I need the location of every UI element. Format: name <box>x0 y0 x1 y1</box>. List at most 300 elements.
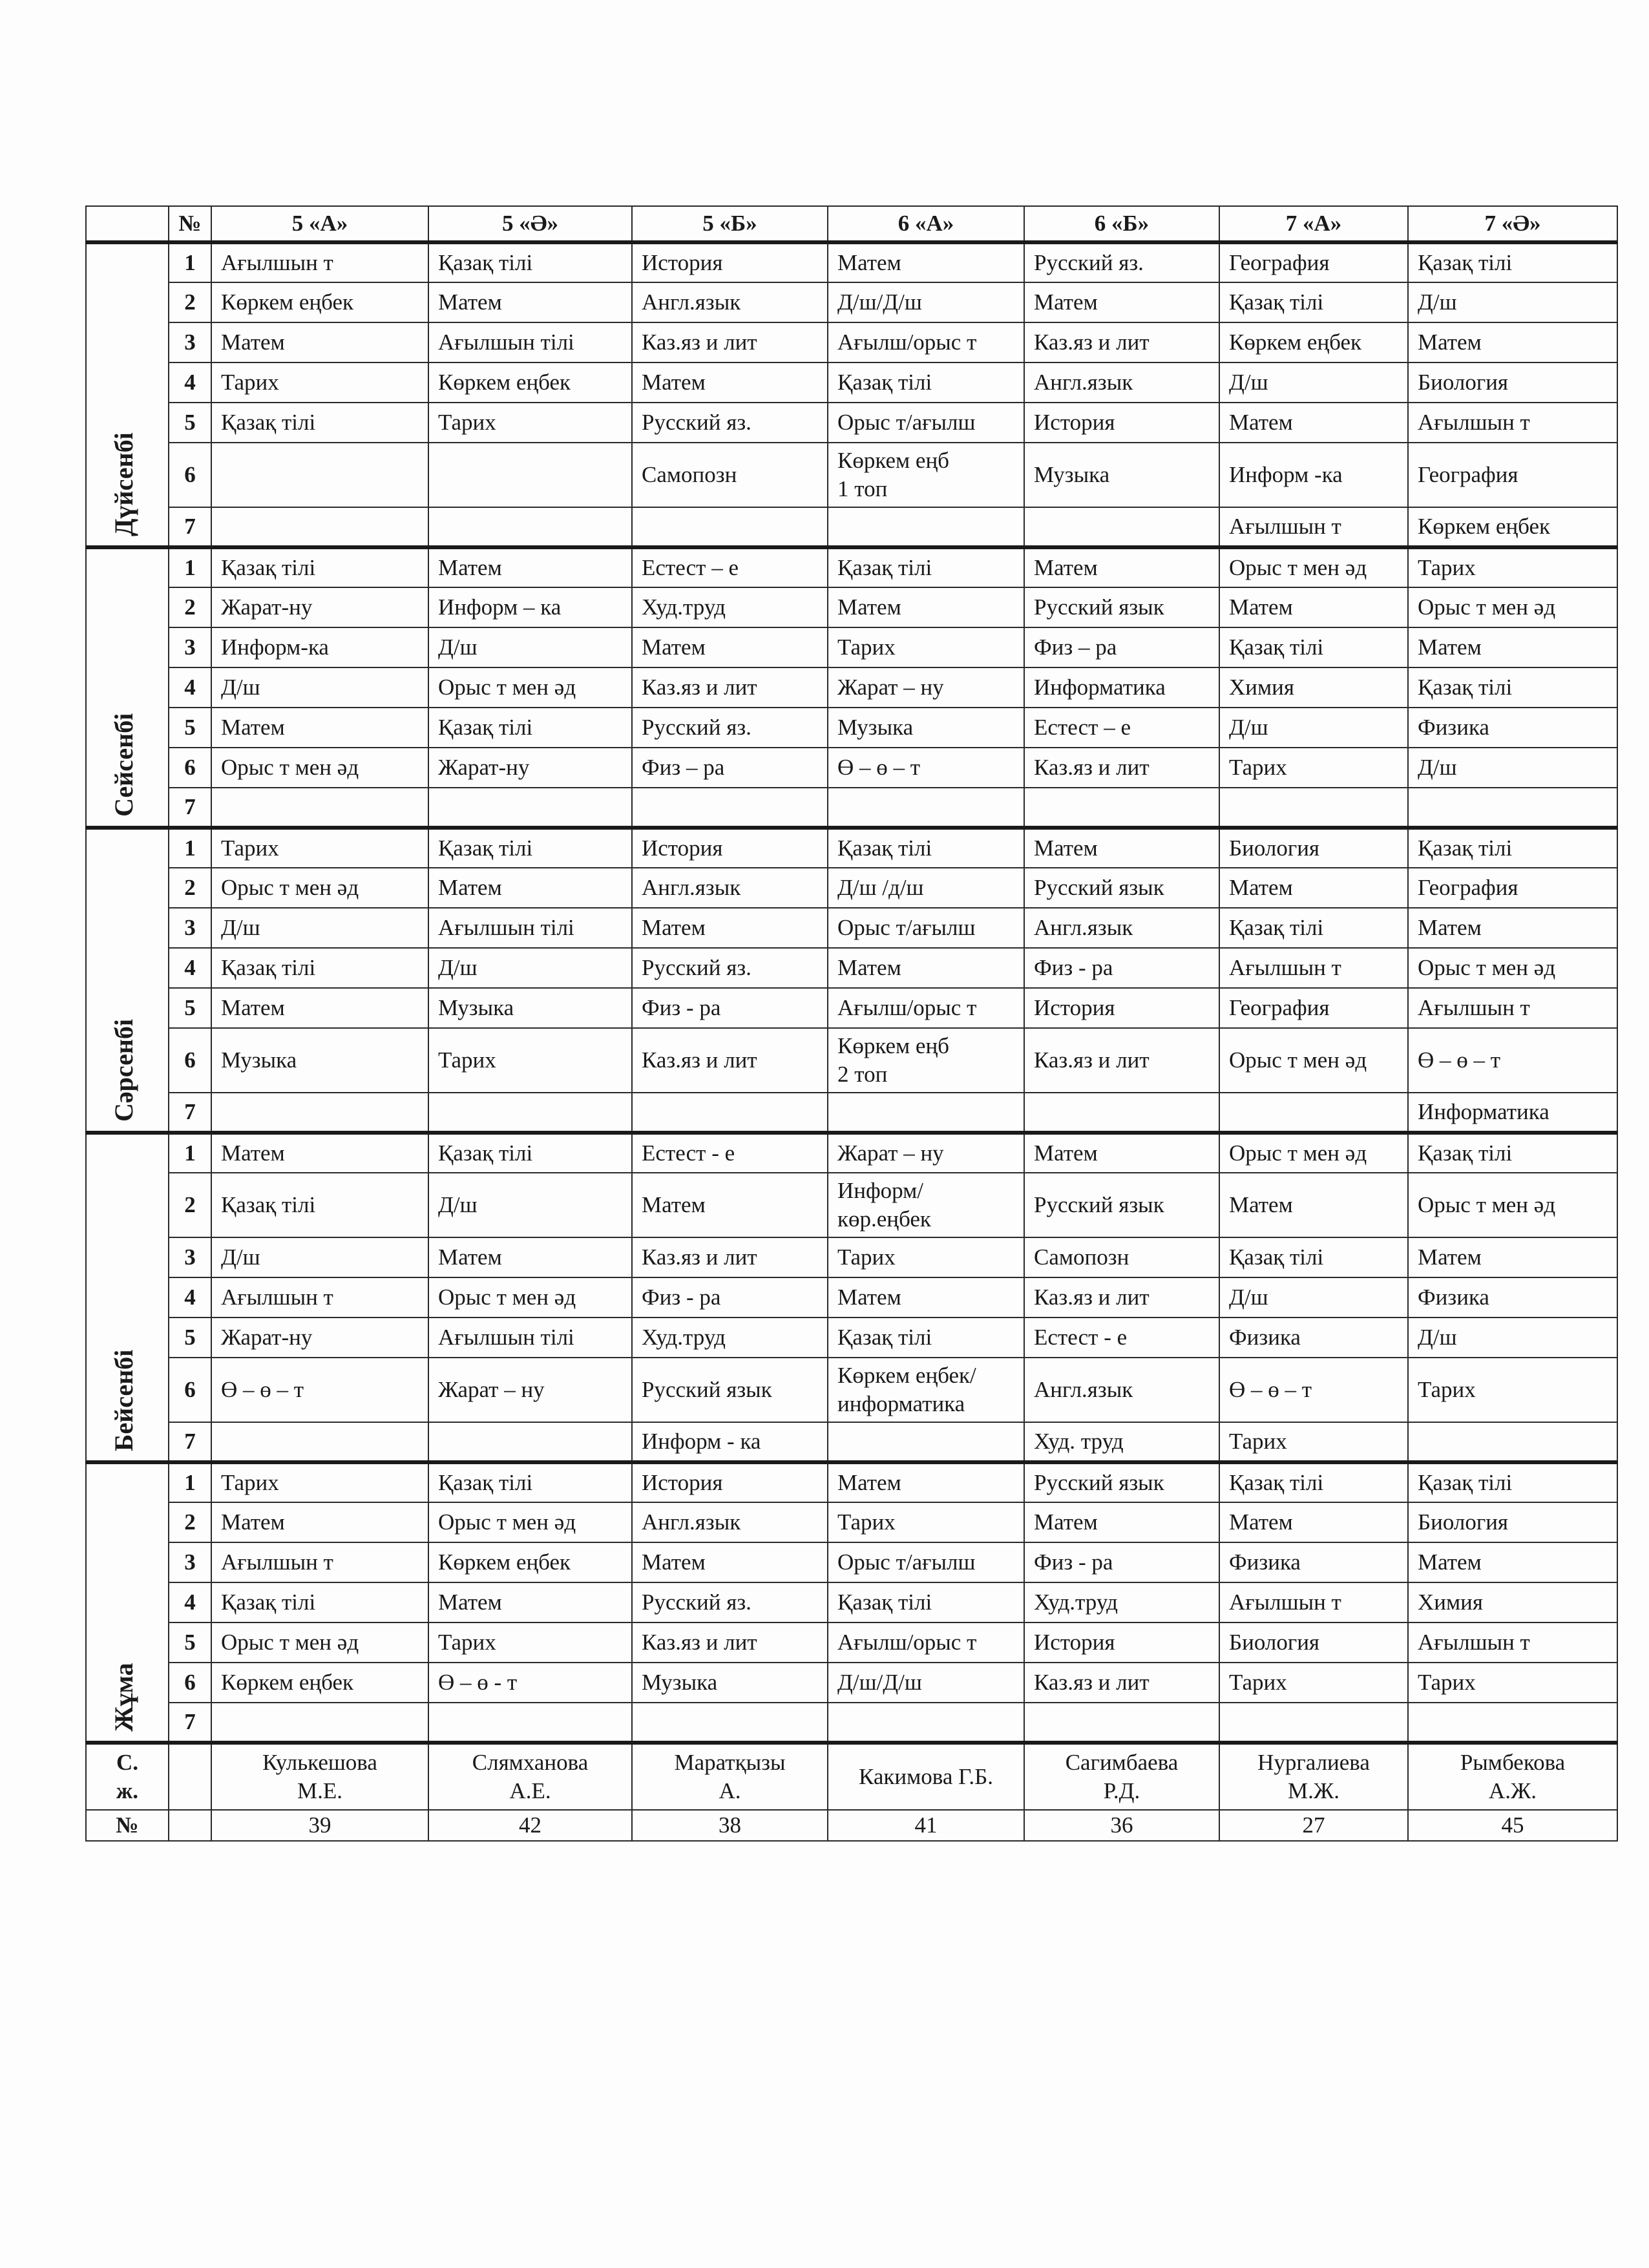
subject-cell: Орыс т мен әд <box>428 1502 632 1542</box>
subject-cell: Тарих <box>211 362 428 403</box>
subject-cell: Орыс т мен әд <box>1219 1133 1408 1173</box>
lesson-row <box>86 322 1617 362</box>
lesson-row <box>86 1173 1617 1237</box>
subject-cell: Матем <box>632 1542 828 1582</box>
subject-cell <box>211 507 428 547</box>
subject-cell: Матем <box>828 1462 1024 1502</box>
subject-cell: Көркем еңбек <box>1408 507 1617 547</box>
subject-cell <box>428 507 632 547</box>
student-count: 42 <box>428 1810 632 1841</box>
subject-cell: Ағылш/орыс т <box>828 1622 1024 1663</box>
subject-cell: Орыс т мен әд <box>428 667 632 708</box>
subject-cell: Каз.яз и лит <box>632 1028 828 1093</box>
lesson-row <box>86 1133 1617 1173</box>
subject-cell: Тарих <box>828 627 1024 667</box>
subject-cell: Ағылшын т <box>1219 1582 1408 1622</box>
subject-cell: Ағылшын т <box>1408 988 1617 1028</box>
lesson-row <box>86 443 1617 507</box>
subject-cell: Қазақ тілі <box>828 547 1024 587</box>
subject-cell: Қазақ тілі <box>211 1582 428 1622</box>
subject-cell: Естест – е <box>632 547 828 587</box>
subject-cell: Қазақ тілі <box>828 1582 1024 1622</box>
subject-cell <box>1219 1093 1408 1133</box>
subject-cell: Музыка <box>428 988 632 1028</box>
subject-cell <box>1024 1093 1219 1133</box>
subject-cell: Матем <box>1024 828 1219 868</box>
subject-cell: Жарат-ну <box>211 1318 428 1358</box>
subject-cell: Русский яз. <box>632 1582 828 1622</box>
subject-cell: Русский язык <box>1024 587 1219 627</box>
subject-cell: Русский яз. <box>632 708 828 748</box>
subject-cell: Д/ш <box>211 667 428 708</box>
counts-row <box>86 1810 1617 1841</box>
lesson-row <box>86 1093 1617 1133</box>
subject-cell: Каз.яз и лит <box>1024 748 1219 788</box>
subject-cell: Д/ш <box>1408 748 1617 788</box>
subject-cell: Қазақ тілі <box>428 1462 632 1502</box>
subject-cell: Матем <box>632 1173 828 1237</box>
subject-cell <box>428 1422 632 1462</box>
lesson-number: 1 <box>169 547 211 587</box>
lesson-row <box>86 1277 1617 1318</box>
subject-cell: Матем <box>632 627 828 667</box>
subject-cell: Матем <box>1024 1133 1219 1173</box>
day-name-cell <box>86 828 169 1133</box>
subject-cell: Ө – ө - т <box>428 1663 632 1703</box>
subject-cell: Матем <box>1219 587 1408 627</box>
subject-cell: Тарих <box>428 403 632 443</box>
subject-cell: Қазақ тілі <box>828 362 1024 403</box>
lesson-row <box>86 948 1617 988</box>
subject-cell: Русский яз. <box>632 948 828 988</box>
subject-cell: Русский язык <box>1024 868 1219 908</box>
lesson-number: 2 <box>169 282 211 322</box>
subject-cell: Биология <box>1408 1502 1617 1542</box>
day-name: Сәрсенбі <box>109 1018 138 1122</box>
subject-cell: Информ -ка <box>1219 443 1408 507</box>
subject-cell: Каз.яз и лит <box>632 1237 828 1277</box>
subject-cell: Тарих <box>428 1622 632 1663</box>
lesson-number: 1 <box>169 242 211 282</box>
subject-cell: Матем <box>1219 868 1408 908</box>
subject-cell: Жарат-ну <box>211 587 428 627</box>
subject-cell: Русский яз. <box>1024 242 1219 282</box>
subject-cell: Русский язык <box>632 1358 828 1422</box>
count-blank-cell <box>169 1810 211 1841</box>
subject-cell: Физ - ра <box>632 1277 828 1318</box>
subject-cell: Қазақ тілі <box>1408 667 1617 708</box>
subject-cell: Биология <box>1219 1622 1408 1663</box>
subject-cell: Жарат-ну <box>428 748 632 788</box>
subject-cell: Химия <box>1219 667 1408 708</box>
subject-cell: Көркем еңбек/ информатика <box>828 1358 1024 1422</box>
lesson-number: 3 <box>169 1237 211 1277</box>
lesson-number: 1 <box>169 1462 211 1502</box>
subject-cell: Д/ш <box>1219 708 1408 748</box>
subject-cell: История <box>1024 1622 1219 1663</box>
subject-cell: Каз.яз и лит <box>632 322 828 362</box>
subject-cell <box>428 1703 632 1743</box>
subject-cell: Ө – ө – т <box>1219 1358 1408 1422</box>
day-name-cell <box>86 1462 169 1743</box>
subject-cell <box>211 443 428 507</box>
subject-cell: Тарих <box>1408 1358 1617 1422</box>
lesson-row <box>86 242 1617 282</box>
teacher-name: Нургалиева М.Ж. <box>1219 1743 1408 1810</box>
lesson-row <box>86 1502 1617 1542</box>
subject-cell: Каз.яз и лит <box>1024 1277 1219 1318</box>
lesson-row <box>86 868 1617 908</box>
subject-cell <box>1219 788 1408 828</box>
header-row <box>86 206 1617 242</box>
subject-cell: Қазақ тілі <box>1219 627 1408 667</box>
subject-cell: Каз.яз и лит <box>632 667 828 708</box>
lesson-row <box>86 748 1617 788</box>
subject-cell: Д/ш <box>1219 1277 1408 1318</box>
subject-cell: Қазақ тілі <box>211 1173 428 1237</box>
subject-cell: Орыс т мен әд <box>211 748 428 788</box>
subject-cell: Информ/ көр.еңбек <box>828 1173 1024 1237</box>
subject-cell: Матем <box>1024 282 1219 322</box>
lesson-number: 6 <box>169 1358 211 1422</box>
lesson-row <box>86 282 1617 322</box>
teacher-name: Маратқызы А. <box>632 1743 828 1810</box>
subject-cell: Ө – ө – т <box>828 748 1024 788</box>
subject-cell: Орыс т/ағылш <box>828 1542 1024 1582</box>
lesson-number: 2 <box>169 1502 211 1542</box>
timetable-footer <box>86 1743 1617 1841</box>
subject-cell: Орыс т мен әд <box>211 868 428 908</box>
subject-cell: Ағылшын т <box>1219 948 1408 988</box>
subject-cell: Каз.яз и лит <box>1024 1663 1219 1703</box>
subject-cell: Каз.яз и лит <box>632 1622 828 1663</box>
subject-cell: Тарих <box>1219 1422 1408 1462</box>
subject-cell: Көркем еңбек <box>428 362 632 403</box>
lesson-number: 6 <box>169 748 211 788</box>
lesson-number: 7 <box>169 507 211 547</box>
subject-cell: История <box>1024 403 1219 443</box>
lesson-number: 3 <box>169 1542 211 1582</box>
subject-cell: Қазақ тілі <box>428 1133 632 1173</box>
subject-cell: Матем <box>828 1277 1024 1318</box>
subject-cell: Қазақ тілі <box>1408 1133 1617 1173</box>
subject-cell <box>632 788 828 828</box>
subject-cell: Тарих <box>428 1028 632 1093</box>
subject-cell: География <box>1408 443 1617 507</box>
teacher-name: Сагимбаева Р.Д. <box>1024 1743 1219 1810</box>
subject-cell: Орыс т/ағылш <box>828 403 1024 443</box>
subject-cell: Русский язык <box>1024 1462 1219 1502</box>
subject-cell <box>632 1703 828 1743</box>
subject-cell: Биология <box>1219 828 1408 868</box>
subject-cell: Матем <box>632 362 828 403</box>
day-name-cell <box>86 547 169 828</box>
subject-cell: Физика <box>1408 708 1617 748</box>
lesson-number: 5 <box>169 708 211 748</box>
subject-cell: Д/ш <box>211 1237 428 1277</box>
subject-cell: Матем <box>428 282 632 322</box>
lesson-row <box>86 1318 1617 1358</box>
lesson-number: 6 <box>169 1663 211 1703</box>
subject-cell: Матем <box>828 948 1024 988</box>
subject-cell: Ағылш/орыс т <box>828 988 1024 1028</box>
subject-cell: Қазақ тілі <box>211 403 428 443</box>
subject-cell: Ө – ө – т <box>211 1358 428 1422</box>
subject-cell: Физика <box>1408 1277 1617 1318</box>
subject-cell: Д/ш <box>428 627 632 667</box>
subject-cell: Д/ш <box>428 948 632 988</box>
teacher-name: Какимова Г.Б. <box>828 1743 1024 1810</box>
subject-cell: Жарат – ну <box>828 1133 1024 1173</box>
teacher-name: Рымбекова А.Ж. <box>1408 1743 1617 1810</box>
subject-cell: Англ.язык <box>632 1502 828 1542</box>
subject-cell <box>1024 1703 1219 1743</box>
subject-cell: История <box>632 242 828 282</box>
subject-cell: Д/ш/Д/ш <box>828 282 1024 322</box>
subject-cell: Ағылшын т <box>1219 507 1408 547</box>
day-name: Жұма <box>109 1663 138 1732</box>
lesson-row <box>86 507 1617 547</box>
lesson-number: 1 <box>169 828 211 868</box>
subject-cell: Ағылш/орыс т <box>828 322 1024 362</box>
subject-cell: Жарат – ну <box>828 667 1024 708</box>
subject-cell: Д/ш <box>1219 362 1408 403</box>
subject-cell: Қазақ тілі <box>1219 282 1408 322</box>
subject-cell: Информ – ка <box>428 587 632 627</box>
student-count: 41 <box>828 1810 1024 1841</box>
student-count: 27 <box>1219 1810 1408 1841</box>
subject-cell: Матем <box>211 1133 428 1173</box>
subject-cell: Информатика <box>1408 1093 1617 1133</box>
student-count: 39 <box>211 1810 428 1841</box>
subject-cell: Жарат – ну <box>428 1358 632 1422</box>
lesson-row <box>86 1582 1617 1622</box>
lesson-row <box>86 1358 1617 1422</box>
subject-cell <box>632 1093 828 1133</box>
subject-cell <box>211 788 428 828</box>
subject-cell: Худ.труд <box>1024 1582 1219 1622</box>
lesson-row <box>86 1462 1617 1502</box>
subject-cell: География <box>1219 242 1408 282</box>
subject-cell: Каз.яз и лит <box>1024 1028 1219 1093</box>
subject-cell: Матем <box>211 1502 428 1542</box>
lesson-row <box>86 1703 1617 1743</box>
subject-cell <box>828 1422 1024 1462</box>
day-name: Бейсенбі <box>109 1349 138 1451</box>
subject-cell: Матем <box>1024 547 1219 587</box>
subject-cell <box>1408 788 1617 828</box>
subject-cell: Физ – ра <box>1024 627 1219 667</box>
subject-cell: Д/ш /д/ш <box>828 868 1024 908</box>
lesson-row <box>86 908 1617 948</box>
subject-cell <box>1024 788 1219 828</box>
day-name: Дүйсенбі <box>109 432 138 536</box>
subject-cell: Физика <box>1219 1542 1408 1582</box>
lesson-number: 3 <box>169 908 211 948</box>
student-count: 36 <box>1024 1810 1219 1841</box>
subject-cell: Матем <box>1408 908 1617 948</box>
subject-cell: Қазақ тілі <box>1219 1237 1408 1277</box>
timetable-body <box>86 242 1617 1743</box>
lesson-number: 7 <box>169 1093 211 1133</box>
class-header: 7 «А» <box>1219 206 1408 242</box>
subject-cell: Химия <box>1408 1582 1617 1622</box>
subject-cell: Орыс т мен әд <box>1219 1028 1408 1093</box>
subject-cell: Қазақ тілі <box>1408 828 1617 868</box>
subject-cell: География <box>1408 868 1617 908</box>
subject-cell: Ағылшын тілі <box>428 1318 632 1358</box>
header-blank-cell <box>86 206 169 242</box>
subject-cell: Матем <box>211 322 428 362</box>
subject-cell: История <box>1024 988 1219 1028</box>
header-number-sign: № <box>169 206 211 242</box>
subject-cell: Көркем еңбек <box>428 1542 632 1582</box>
class-header: 5 «Б» <box>632 206 828 242</box>
subject-cell: Көркем еңб 1 топ <box>828 443 1024 507</box>
subject-cell: Музыка <box>211 1028 428 1093</box>
subject-cell: Матем <box>428 1582 632 1622</box>
subject-cell: Орыс т мен әд <box>428 1277 632 1318</box>
subject-cell: Матем <box>1219 1173 1408 1237</box>
subject-cell: Тарих <box>211 1462 428 1502</box>
lesson-number: 3 <box>169 627 211 667</box>
subject-cell: Тарих <box>211 828 428 868</box>
lesson-number: 4 <box>169 667 211 708</box>
subject-cell: Тарих <box>828 1502 1024 1542</box>
class-header: 5 «Ә» <box>428 206 632 242</box>
lesson-row <box>86 828 1617 868</box>
lesson-number: 4 <box>169 1582 211 1622</box>
lesson-row <box>86 788 1617 828</box>
lesson-number: 4 <box>169 948 211 988</box>
subject-cell: Тарих <box>1408 1663 1617 1703</box>
lesson-row <box>86 547 1617 587</box>
subject-cell <box>428 1093 632 1133</box>
lesson-row <box>86 1622 1617 1663</box>
subject-cell: Тарих <box>1408 547 1617 587</box>
subject-cell: Ағылшын т <box>211 1277 428 1318</box>
subject-cell <box>828 788 1024 828</box>
subject-cell: Англ.язык <box>632 282 828 322</box>
lesson-row <box>86 1237 1617 1277</box>
lesson-number: 7 <box>169 1703 211 1743</box>
subject-cell: Қазақ тілі <box>1219 1462 1408 1502</box>
subject-cell: Самопозн <box>632 443 828 507</box>
subject-cell: Қазақ тілі <box>1219 908 1408 948</box>
subject-cell: Естест - е <box>632 1133 828 1173</box>
subject-cell: Матем <box>1408 1237 1617 1277</box>
count-label: № <box>86 1810 169 1841</box>
subject-cell: Қазақ тілі <box>211 547 428 587</box>
subject-cell: Матем <box>211 708 428 748</box>
subject-cell: Көркем еңб 2 топ <box>828 1028 1024 1093</box>
lesson-row <box>86 1422 1617 1462</box>
subject-cell: Д/ш <box>428 1173 632 1237</box>
subject-cell: Матем <box>828 587 1024 627</box>
subject-cell: Естест – е <box>1024 708 1219 748</box>
subject-cell: Физ - ра <box>1024 948 1219 988</box>
subject-cell: Худ.труд <box>632 587 828 627</box>
subject-cell: Д/ш <box>1408 1318 1617 1358</box>
subject-cell: Биология <box>1408 362 1617 403</box>
subject-cell: Д/ш/Д/ш <box>828 1663 1024 1703</box>
subject-cell <box>1408 1703 1617 1743</box>
subject-cell: Матем <box>428 868 632 908</box>
subject-cell: Тарих <box>1219 748 1408 788</box>
subject-cell: Англ.язык <box>632 868 828 908</box>
subject-cell: Ағылшын т <box>1408 1622 1617 1663</box>
subject-cell: Каз.яз и лит <box>1024 322 1219 362</box>
class-header: 6 «Б» <box>1024 206 1219 242</box>
class-header: 7 «Ә» <box>1408 206 1617 242</box>
subject-cell <box>1408 1422 1617 1462</box>
subject-cell <box>632 507 828 547</box>
subject-cell: Физ - ра <box>632 988 828 1028</box>
subject-cell <box>828 507 1024 547</box>
lesson-number: 7 <box>169 1422 211 1462</box>
subject-cell: Ағылшын т <box>211 242 428 282</box>
lesson-number: 2 <box>169 1173 211 1237</box>
lesson-row <box>86 627 1617 667</box>
lesson-row <box>86 667 1617 708</box>
subject-cell: Физ - ра <box>1024 1542 1219 1582</box>
lesson-number: 3 <box>169 322 211 362</box>
school-timetable <box>85 205 1618 1842</box>
lesson-row <box>86 1663 1617 1703</box>
teachers-label: С. ж. <box>86 1743 169 1810</box>
subject-cell <box>428 443 632 507</box>
subject-cell: Орыс т мен әд <box>1408 1173 1617 1237</box>
subject-cell: Англ.язык <box>1024 362 1219 403</box>
lesson-number: 6 <box>169 1028 211 1093</box>
day-name: Сейсенбі <box>109 713 138 817</box>
subject-cell: Матем <box>428 547 632 587</box>
subject-cell: Орыс т/ағылш <box>828 908 1024 948</box>
lesson-number: 1 <box>169 1133 211 1173</box>
class-header: 6 «А» <box>828 206 1024 242</box>
subject-cell: Матем <box>828 242 1024 282</box>
subject-cell: Д/ш <box>1408 282 1617 322</box>
subject-cell: Қазақ тілі <box>1408 1462 1617 1502</box>
subject-cell: Қазақ тілі <box>428 242 632 282</box>
subject-cell: Русский яз. <box>632 403 828 443</box>
lesson-number: 2 <box>169 587 211 627</box>
lesson-number: 4 <box>169 362 211 403</box>
subject-cell: Қазақ тілі <box>1408 242 1617 282</box>
lesson-row <box>86 587 1617 627</box>
subject-cell: История <box>632 1462 828 1502</box>
subject-cell: Матем <box>1408 627 1617 667</box>
subject-cell: Көркем еңбек <box>1219 322 1408 362</box>
subject-cell: История <box>632 828 828 868</box>
lesson-number: 2 <box>169 868 211 908</box>
teachers-row <box>86 1743 1617 1810</box>
subject-cell: Матем <box>1408 1542 1617 1582</box>
lesson-number: 7 <box>169 788 211 828</box>
subject-cell: Худ. труд <box>1024 1422 1219 1462</box>
subject-cell: Информ - ка <box>632 1422 828 1462</box>
subject-cell: Матем <box>1219 1502 1408 1542</box>
subject-cell: Матем <box>1024 1502 1219 1542</box>
subject-cell: Қазақ тілі <box>828 828 1024 868</box>
subject-cell <box>828 1093 1024 1133</box>
subject-cell: Тарих <box>1219 1663 1408 1703</box>
teacher-name: Кулькешова М.Е. <box>211 1743 428 1810</box>
subject-cell: Көркем еңбек <box>211 282 428 322</box>
subject-cell: Орыс т мен әд <box>211 1622 428 1663</box>
subject-cell: Орыс т мен әд <box>1408 587 1617 627</box>
subject-cell: Матем <box>632 908 828 948</box>
